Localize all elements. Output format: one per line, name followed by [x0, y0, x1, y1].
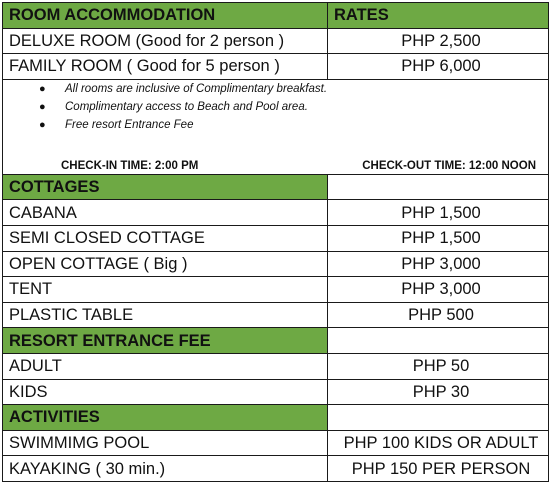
room-name: FAMILY ROOM ( Good for 5 person ) — [3, 54, 328, 80]
item-name: KIDS — [3, 379, 328, 405]
cottages-header: COTTAGES — [3, 174, 328, 200]
note-text: Free resort Entrance Fee — [65, 118, 194, 131]
item-rate: PHP 500 — [328, 302, 549, 328]
empty-cell — [328, 174, 549, 200]
check-times — [9, 134, 548, 174]
list-item — [39, 116, 548, 134]
bullet-icon: ● — [39, 118, 46, 131]
empty-cell — [328, 405, 549, 431]
note-text: All rooms are inclusive of Complimentary breakfast. — [65, 82, 328, 95]
item-name: PLASTIC TABLE — [3, 302, 328, 328]
table-row — [3, 379, 549, 405]
table-row — [3, 456, 549, 482]
item-rate: PHP 1,500 — [328, 200, 549, 226]
room-rate: PHP 6,000 — [328, 54, 549, 80]
item-name: ADULT — [3, 353, 328, 379]
notes-row — [3, 79, 549, 174]
item-rate: PHP 150 PER PERSON — [328, 456, 549, 482]
room-accommodation-header: ROOM ACCOMMODATION — [3, 3, 328, 29]
item-name: SWIMMIMG POOL — [3, 430, 328, 456]
checkout-time: CHECK-OUT TIME: 12:00 NOON — [362, 159, 536, 172]
table-row — [3, 225, 549, 251]
section-header-row — [3, 405, 549, 431]
table-row — [3, 54, 549, 80]
list-item — [39, 80, 548, 98]
item-rate: PHP 30 — [328, 379, 549, 405]
entrance-fee-header: RESORT ENTRANCE FEE — [3, 328, 328, 354]
note-text: Complimentary access to Beach and Pool area. — [65, 100, 308, 113]
table-row — [3, 251, 549, 277]
notes-list — [9, 80, 548, 134]
rates-table — [2, 2, 549, 482]
list-item — [39, 98, 548, 116]
table-row — [3, 200, 549, 226]
item-name: CABANA — [3, 200, 328, 226]
item-rate: PHP 3,000 — [328, 251, 549, 277]
item-name: TENT — [3, 277, 328, 303]
table-row — [3, 302, 549, 328]
bullet-icon: ● — [39, 100, 46, 113]
checkin-time: CHECK-IN TIME: 2:00 PM — [61, 159, 199, 172]
item-name: OPEN COTTAGE ( Big ) — [3, 251, 328, 277]
room-rate: PHP 2,500 — [328, 28, 549, 54]
item-rate: PHP 50 — [328, 353, 549, 379]
section-header-row — [3, 328, 549, 354]
item-name: KAYAKING ( 30 min.) — [3, 456, 328, 482]
table-row — [3, 430, 549, 456]
room-name: DELUXE ROOM (Good for 2 person ) — [3, 28, 328, 54]
section-header-row — [3, 174, 549, 200]
item-rate: PHP 3,000 — [328, 277, 549, 303]
header-row — [3, 3, 549, 29]
bullet-icon: ● — [39, 82, 46, 95]
item-name: SEMI CLOSED COTTAGE — [3, 225, 328, 251]
item-rate: PHP 100 KIDS OR ADULT — [328, 430, 549, 456]
item-rate: PHP 1,500 — [328, 225, 549, 251]
table-row — [3, 277, 549, 303]
activities-header: ACTIVITIES — [3, 405, 328, 431]
table-row — [3, 353, 549, 379]
rates-header: RATES — [328, 3, 549, 29]
empty-cell — [328, 328, 549, 354]
table-row — [3, 28, 549, 54]
room-notes — [3, 79, 549, 174]
